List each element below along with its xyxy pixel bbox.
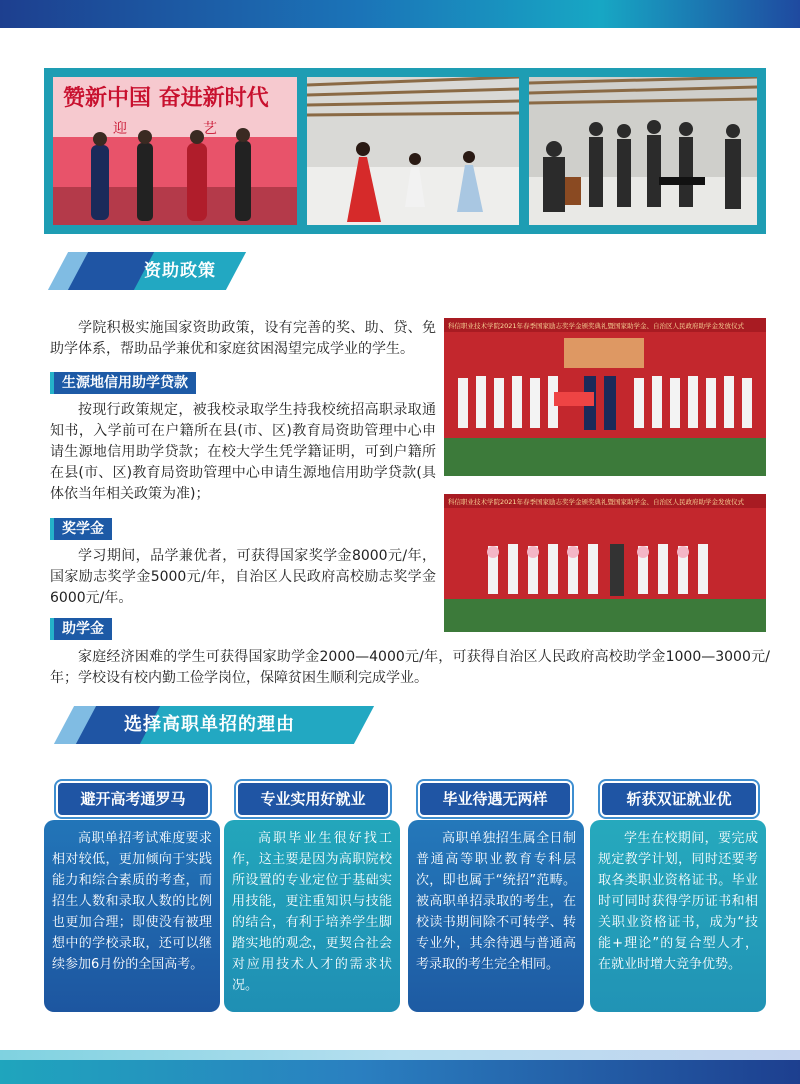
photo-band-rehearsal: [529, 77, 757, 225]
top-decorative-band: [0, 0, 800, 28]
reason-4-box: [590, 820, 766, 1012]
scholarship-tag: 奖学金: [50, 518, 112, 540]
reason-4-title: 斩获双证就业优: [600, 781, 758, 817]
scholarship-text: 学习期间，品学兼优者，可获得国家奖学金8000元/年，国家励志奖学金5000元/年，自治区人民政府高校励志奖学金6000元/年。: [50, 548, 436, 606]
award-banner-text-2: 科信职业技术学院2021年春季国家励志奖学金颁奖典礼暨国家助学金、自治区人民政府助学金发放仪式: [448, 498, 745, 506]
grant-tag: 助学金: [50, 618, 112, 640]
reason-3-box: [408, 820, 584, 1012]
reason-3-text: 高职单独招生属全日制普通高等职业教育专科层次，即也属于“统招”范畴。被高职单招录取的考生，在校读书期间除不可转学、转专业外，其余待遇与普通高考录取的考生完全相同。: [416, 831, 576, 972]
photo-award-ceremony-1: [444, 318, 766, 476]
award-banner-text-1: 科信职业技术学院2021年春季国家励志奖学金颁奖典礼暨国家助学金、自治区人民政府助学金发放仪式: [448, 322, 745, 330]
photo-strip: [44, 68, 766, 234]
reason-1-title: 避开高考通罗马: [56, 781, 210, 817]
grant-text: 家庭经济困难的学生可获得国家助学金2000—4000元/年，可获得自治区人民政府高校助学金1000—3000元/年；学校设有校内勤工俭学岗位，保障贫困生顺利完成学业。: [50, 649, 770, 686]
reasons-section-title: 选择高职单招的理由: [124, 714, 295, 735]
reason-2-box: [224, 820, 400, 1012]
loan-text: 按现行政策规定，被我校录取学生持我校统招高职录取通知书，入学前可在户籍所在县(市、区)教育局资助管理中心申请生源地信用助学贷款；在校大学生凭学籍证明，可到户籍所在县(市、区)教育局资助管理中心申请生源地信用助学贷款(具体依当年相关政策为准)；: [50, 402, 436, 502]
reason-1-text: 高职单招考试难度要求相对较低，更加倾向于实践能力和综合素质的考查，而招生人数和录取人数的比例也更加合理；即使没有被理想中的学校录取，还可以继续参加6月份的全国高考。: [52, 831, 212, 972]
banner-slogan: 赞新中国 奋进新时代: [63, 86, 269, 111]
aid-intro-text: 学院积极实施国家资助政策，设有完善的奖、助、贷、免助学体系，帮助品学兼优和家庭贫困渴望完成学业的学生。: [50, 320, 436, 357]
bottom-decorative-band: [0, 1060, 800, 1084]
reason-4-text: 学生在校期间，要完成规定教学计划，同时还要考取各类职业资格证书。毕业时可同时获得学历证书和相关职业资格证书，成为“技能+理论”的复合型人才，在就业时增大竞争优势。: [598, 831, 758, 972]
reason-1-box: [44, 820, 220, 1012]
aid-section-title: 资助政策: [144, 261, 216, 281]
reason-2-title: 专业实用好就业: [236, 781, 390, 817]
loan-tag: 生源地信用助学贷款: [50, 372, 196, 394]
banner-char-2: 艺: [203, 121, 217, 137]
photo-dance-performance: [307, 77, 519, 225]
reason-3-title: 毕业待遇无两样: [418, 781, 572, 817]
reason-2-text: 高职毕业生很好找工作，这主要是因为高职院校所设置的专业定位于基础实用技能，更注重知识与技能的结合，有利于培养学生脚踏实地的观念，更契合社会对应用技术人才的需求状况。: [232, 831, 392, 993]
photo-stage-recital: [53, 77, 297, 225]
photo-award-ceremony-2: [444, 494, 766, 632]
aid-section-header: [48, 252, 248, 290]
reasons-section-header: [50, 706, 380, 744]
banner-char-1: 迎: [113, 121, 127, 137]
